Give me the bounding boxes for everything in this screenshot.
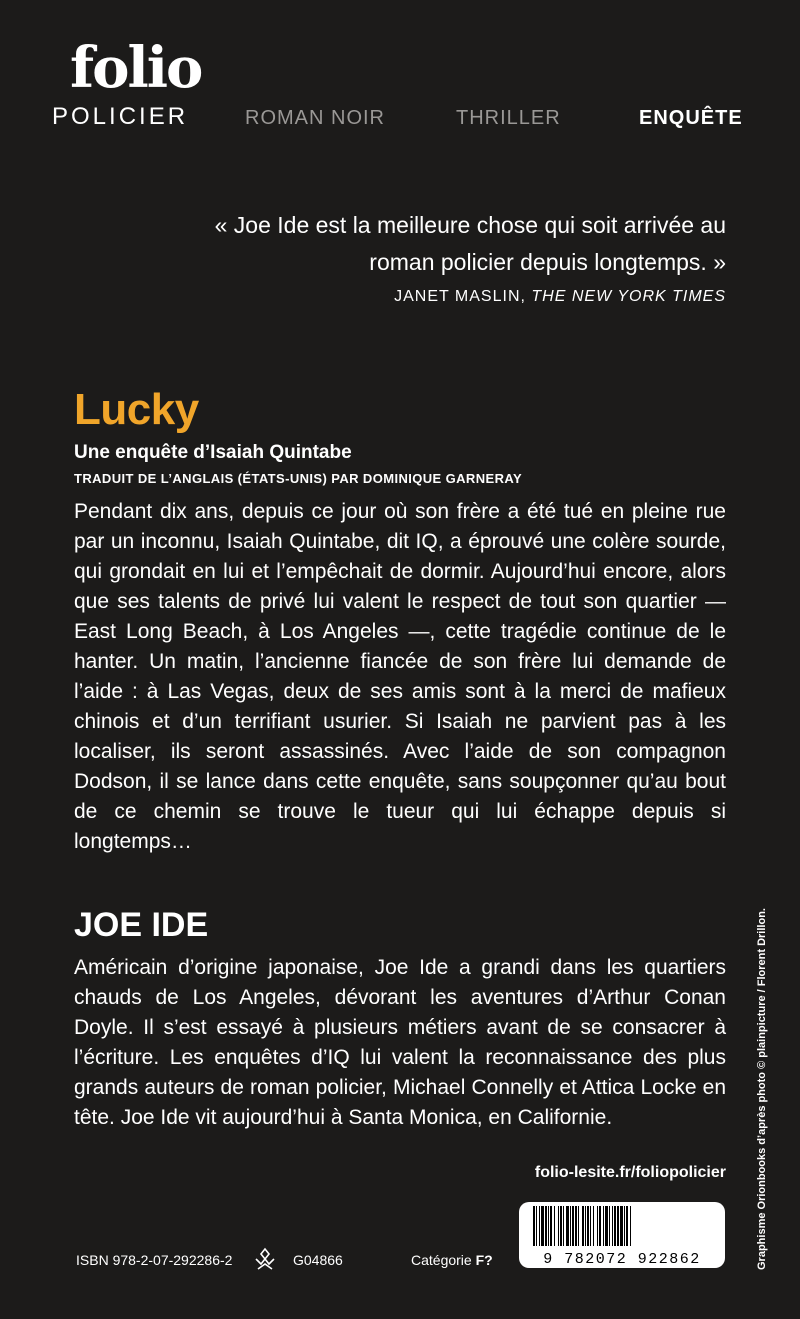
isbn: ISBN 978-2-07-292286-2 xyxy=(76,1252,233,1268)
author-bio: Américain d’origine japonaise, Joe Ide a grandi dans les quartiers chauds de Los Angeles, dévorant les aventures d’Arthur Conan Doyle. Il s’est essayé à plusieurs métiers avant de se consacrer à l’écriture. Les enquêtes d’IQ lui valent la reconnaissance des plus grands auteurs de roman policier, Michael Connelly et Attica Locke en tête. Joe Ide vit aujourd’hui à Santa Monica, en Californie. xyxy=(74,956,726,1129)
book-title: Lucky xyxy=(74,385,199,434)
category-label: Catégorie xyxy=(411,1252,472,1268)
book-summary: Pendant dix ans, depuis ce jour où son frère a été tué en pleine rue par un inconnu, Isaiah Quintabe, dit IQ, a éprouvé une colère sourde, qui grondait en lui et l’empêchait de dormir. Aujourd’hui encore, alors que ses talents de privé lui valent le respect de tout son quartier — East Long Beach, à Los Angeles —, cette tragédie continue de le hanter. Un matin, l’ancienne fiancée de son frère lui demande de l’aide : à Las Vegas, deux de ses amis sont à la merci de mafieux chinois et d’un terrifiant usurier. Si Isaiah ne parvient pas à les localiser, ils seront assassinés. Avec l’aide de son compagnon Dodson, il se lance dans cette enquête, sans soupçonner qu’au bout de ce chemin se trouve le tueur qui lui échappe depuis si longtemps… xyxy=(74,500,726,853)
gallimard-logo-icon xyxy=(252,1246,278,1272)
quote-author: JANET MASLIN, xyxy=(394,288,526,305)
translator-credit: TRADUIT DE L’ANGLAIS (ÉTATS-UNIS) PAR DOMINIQUE GARNERAY xyxy=(74,471,523,486)
book-subtitle: Une enquête d’Isaiah Quintabe xyxy=(74,442,352,463)
barcode xyxy=(519,1202,725,1268)
barcode-digits: 9 782072 922862 xyxy=(543,1251,701,1268)
collection-logo-policier: POLICIER xyxy=(52,103,189,130)
collection-roman-noir: ROMAN NOIR xyxy=(245,107,385,129)
category xyxy=(411,1250,493,1270)
product-code: G04866 xyxy=(293,1252,343,1268)
website-url: folio-lesite.fr/foliopolicier xyxy=(534,1164,726,1181)
quote-source xyxy=(394,285,726,309)
folio-logo: folio xyxy=(70,35,202,101)
barcode-digits-layer xyxy=(519,1202,725,1268)
category-value: F? xyxy=(475,1252,493,1268)
quote-publication: THE NEW YORK TIMES xyxy=(531,288,726,305)
collection-enquete-active: ENQUÊTE xyxy=(639,107,743,129)
author-name: JOE IDE xyxy=(74,906,209,944)
photo-credit: Graphisme Orionbooks d’après photo © plainpicture / Florent Drillon. xyxy=(756,908,768,1270)
collection-thriller: THRILLER xyxy=(456,107,561,129)
press-quote: « Joe Ide est la meilleure chose qui soit arrivée au roman policier depuis longtemps. » xyxy=(214,212,726,275)
